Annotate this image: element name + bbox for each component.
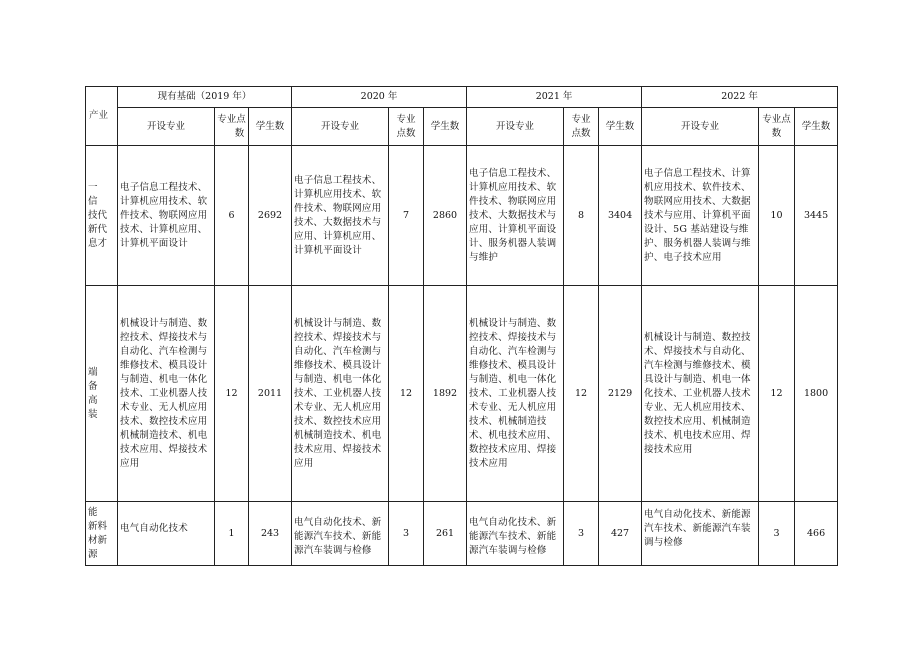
industry-name [86, 502, 118, 566]
header-2022: 2022 年 [642, 87, 838, 108]
industry-line: 息才 [88, 237, 108, 249]
col-students-2019: 学生数 [249, 108, 292, 146]
industry-line: 信 [88, 195, 98, 207]
industry-line: 材新 [88, 534, 108, 546]
major-list-2022: 电子信息工程技术、计算机应用技术、软件技术、物联网应用技术、大数据技术与应用、计算机平面设计、5G 基站建设与维护、服务机器人装调与维护、电子技术应用 [642, 146, 759, 286]
students-2021: 2129 [599, 286, 642, 502]
students-2020: 2860 [424, 146, 467, 286]
col-students-2022: 学生数 [795, 108, 838, 146]
major-list-2022: 电气自动化技术、新能源汽车技术、新能源汽车装调与检修 [642, 502, 759, 566]
col-points-2020 [389, 108, 424, 146]
points-2019: 1 [215, 502, 249, 566]
table-row [86, 286, 838, 502]
col-points-2022: 专业点数 [759, 108, 795, 146]
col-points-line: 数 [234, 127, 245, 139]
points-2021: 12 [564, 286, 599, 502]
industry-line: 技代 [88, 209, 108, 221]
students-2019: 243 [249, 502, 292, 566]
header-2021: 2021 年 [467, 87, 642, 108]
students-2021: 3404 [599, 146, 642, 286]
table-row [86, 502, 838, 566]
major-list-2020: 机械设计与制造、数控技术、焊接技术与自动化、汽车检测与维修技术、模具设计与制造、机电一体化技术、工业机器人技术专业、无人机应用技术、数控技术应用机械制造技术、机电技术应用、焊接技术应用 [292, 286, 389, 502]
industry-line: 新代 [88, 223, 108, 235]
industry-name [86, 146, 118, 286]
col-major-2022: 开设专业 [642, 108, 759, 146]
col-points-2019 [215, 108, 249, 146]
table-row [86, 146, 838, 286]
industry-line: 能 [88, 506, 98, 518]
col-students-2021: 学生数 [599, 108, 642, 146]
students-2020: 1892 [424, 286, 467, 502]
points-2019: 12 [215, 286, 249, 502]
students-2019: 2011 [249, 286, 292, 502]
major-list-2021: 电子信息工程技术、计算机应用技术、软件技术、物联网应用技术、大数据技术与应用、计算机平面设计、服务机器人装调与维护 [467, 146, 564, 286]
points-2022: 10 [759, 146, 795, 286]
col-points-line: 专业 [396, 113, 416, 125]
major-list-2019: 机械设计与制造、数控技术、焊接技术与自动化、汽车检测与维修技术、模具设计与制造、机电一体化技术、工业机器人技术专业、无人机应用技术、数控技术应用机械制造技术、机电技术应用、焊接技术应用 [118, 286, 215, 502]
industry-line: 新料 [88, 520, 108, 532]
points-2020: 3 [389, 502, 424, 566]
col-points-line: 点数 [396, 127, 416, 139]
industry-name [86, 286, 118, 502]
industry-major-table [85, 86, 838, 566]
points-2021: 3 [564, 502, 599, 566]
students-2022: 3445 [795, 146, 838, 286]
students-2020: 261 [424, 502, 467, 566]
industry-line: 一 [88, 181, 98, 193]
col-points-line: 点数 [571, 127, 591, 139]
industry-header: 产业 [86, 87, 118, 146]
points-2020: 12 [389, 286, 424, 502]
col-major-2020: 开设专业 [292, 108, 389, 146]
points-2022: 12 [759, 286, 795, 502]
points-2019: 6 [215, 146, 249, 286]
col-students-2020: 学生数 [424, 108, 467, 146]
column-header-row [86, 108, 838, 146]
major-list-2020: 电气自动化技术、新能源汽车技术、新能源汽车装调与检修 [292, 502, 389, 566]
major-list-2022: 机械设计与制造、数控技术、焊接技术与自动化、汽车检测与维修技术、模具设计与制造、机电一体化技术、工业机器人技术专业、无人机应用技术、数控技术应用、机械制造技术、机电技术应用、焊接技术应用 [642, 286, 759, 502]
header-2019: 现有基础（2019 年） [118, 87, 292, 108]
industry-line: 源 [88, 548, 98, 560]
points-2022: 3 [759, 502, 795, 566]
points-2021: 8 [564, 146, 599, 286]
header-2020: 2020 年 [292, 87, 467, 108]
students-2021: 427 [599, 502, 642, 566]
industry-line: 高 [88, 394, 98, 406]
points-2020: 7 [389, 146, 424, 286]
major-list-2021: 机械设计与制造、数控技术、焊接技术与自动化、汽车检测与维修技术、模具设计与制造、机电一体化技术、工业机器人技术专业、无人机应用技术、机械制造技术、机电技术应用、数控技术应用、焊接技术应用 [467, 286, 564, 502]
students-2022: 466 [795, 502, 838, 566]
industry-line: 备 [88, 380, 98, 392]
col-points-line: 专业点 [217, 113, 246, 125]
major-list-2020: 电子信息工程技术、计算机应用技术、软件技术、物联网应用技术、大数据技术与应用、计算机应用、计算机平面设计 [292, 146, 389, 286]
industry-line: 装 [88, 408, 98, 420]
industry-line: 端 [88, 366, 98, 378]
major-list-2019: 电气自动化技术 [118, 502, 215, 566]
col-points-2021 [564, 108, 599, 146]
major-list-2021: 电气自动化技术、新能源汽车技术、新能源汽车装调与检修 [467, 502, 564, 566]
students-2022: 1800 [795, 286, 838, 502]
col-major-2019: 开设专业 [118, 108, 215, 146]
year-header-row [86, 87, 838, 108]
col-points-line: 专业 [571, 113, 591, 125]
students-2019: 2692 [249, 146, 292, 286]
major-list-2019: 电子信息工程技术、计算机应用技术、软件技术、物联网应用技术、计算机应用、计算机平面设计 [118, 146, 215, 286]
col-major-2021: 开设专业 [467, 108, 564, 146]
